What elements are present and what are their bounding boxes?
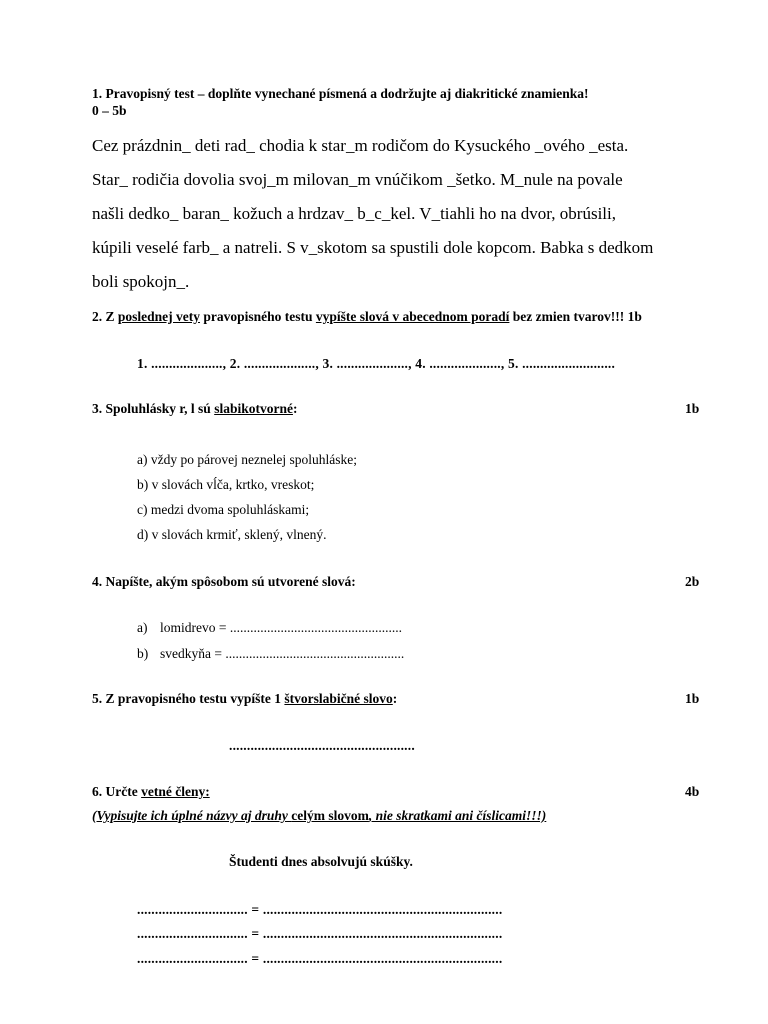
q3-underlined: slabikotvorné: [214, 401, 293, 416]
q6-answer-line[interactable]: ............................... = ...................................................................: [137, 951, 503, 966]
q6-answer-line[interactable]: ............................... = ...................................................................: [137, 902, 503, 917]
q4-item-b-blank[interactable]: svedkyňa = .....................................................: [160, 646, 405, 661]
q5-title: [92, 691, 397, 707]
q2-suffix: bez zmien tvarov!!! 1b: [509, 309, 642, 324]
q3-option[interactable]: b) v slovách vĺča, krtko, vreskot;: [137, 477, 315, 492]
q6-prefix: 6. Určte: [92, 784, 142, 799]
q2-prefix: 2. Z: [92, 309, 118, 324]
q5-prefix: 5. Z pravopisného testu vypíšte 1: [92, 691, 285, 706]
q4-item-a-blank[interactable]: lomidrevo = ...................................................: [160, 620, 402, 635]
q3-suffix: :: [292, 401, 298, 416]
q4-item-letter: a): [137, 620, 148, 635]
q2-mid: pravopisného testu: [200, 309, 316, 324]
q6-instr-part: (Vypisujte ich úplné názvy aj druhy: [92, 808, 292, 823]
q5-points: 1b: [685, 691, 700, 706]
q1-paragraph: [92, 129, 712, 299]
q1-paragraph-line: našli dedko_ baran_ kožuch a hrdzav_ b_c_kel. V_tiahli ho na dvor, obrúsili,: [92, 204, 616, 223]
q3-option[interactable]: a) vždy po párovej neznelej spoluhláske;: [137, 452, 358, 467]
q1-paragraph-line: kúpili veselé farb_ a natreli. S v_skotom sa spustili dole kopcom. Babka s dedkom: [92, 238, 654, 257]
q1-title: 1. Pravopisný test – doplňte vynechané písmená a dodržujte aj diakritické znamienka!: [92, 86, 589, 101]
q1-paragraph-line: Cez prázdnin_ deti rad_ chodia k star_m rodičom do Kysuckého _ového _esta.: [92, 136, 629, 155]
q3-points: 1b: [685, 401, 700, 416]
q6-instruction: [92, 808, 546, 824]
q6-points: 4b: [685, 784, 700, 799]
q4-item-letter: b): [137, 646, 149, 661]
q6-instr-part: , nie skratkami ani číslicami!!!): [368, 808, 547, 823]
q1-paragraph-line: Star_ rodičia dovolia svoj_m milovan_m vnúčikom _šetko. M_nule na povale: [92, 170, 623, 189]
q6-title: [92, 784, 210, 800]
q1-points: 0 – 5b: [92, 103, 127, 118]
q1-paragraph-line: boli spokojn_.: [92, 272, 190, 291]
q3-option[interactable]: d) v slovách krmiť, sklený, vlnený.: [137, 527, 327, 542]
q5-underlined: štvorslabičné slovo: [284, 691, 393, 706]
q2-answer-blanks[interactable]: 1. ...................., 2. ...................., 3. ...................., 4. ...................., 5. ..........................: [137, 356, 616, 371]
q6-sentence: Študenti dnes absolvujú skúšky.: [229, 854, 413, 869]
q4-title: 4. Napíšte, akým spôsobom sú utvorené slová:: [92, 574, 356, 589]
q2-underlined-2: vypíšte slová v abecednom poradí: [315, 309, 510, 324]
q6-answer-line[interactable]: ............................... = ...................................................................: [137, 926, 503, 941]
q2-underlined-1: poslednej vety: [117, 309, 201, 324]
q4-points: 2b: [685, 574, 700, 589]
q5-answer-blank[interactable]: ....................................................: [229, 738, 415, 753]
q3-prefix: 3. Spoluhlásky r, l sú: [92, 401, 215, 416]
q3-title: [92, 401, 297, 417]
q2-title: [92, 309, 642, 325]
q5-suffix: :: [392, 691, 398, 706]
q6-underlined: vetné členy:: [141, 784, 210, 799]
q6-instr-part: celým slovom: [291, 808, 369, 823]
q3-option[interactable]: c) medzi dvoma spoluhláskami;: [137, 502, 310, 517]
